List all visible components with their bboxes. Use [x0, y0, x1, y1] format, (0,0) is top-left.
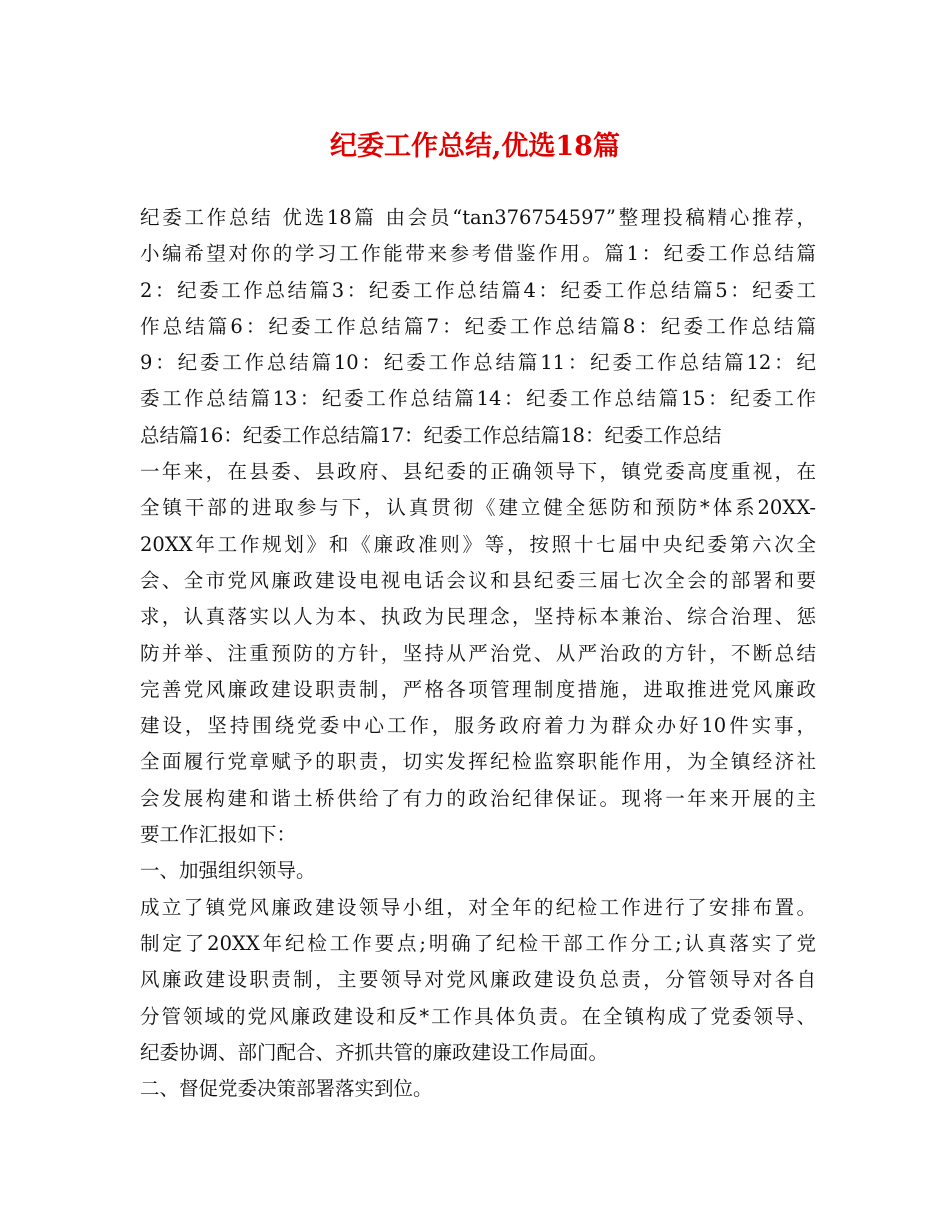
text-line: 委工作总结篇13：纪委工作总结篇14：纪委工作总结篇15：纪委工作	[140, 387, 816, 411]
text-line: 成立了镇党风廉政建设领导小组，对全年的纪检工作进行了安排布置。	[140, 895, 816, 919]
text-line: 会发展构建和谐土桥供给了有力的政治纪律保证。现将一年来开展的主	[140, 786, 816, 810]
text-line: 20XX年工作规划》和《廉政准则》等，按照十七届中央纪委第六次全	[140, 532, 816, 556]
document-body	[140, 200, 816, 1107]
text-line: 建设，坚持围绕党委中心工作，服务政府着力为群众办好10件实事，	[140, 714, 816, 738]
text-line: 风廉政建设职责制，主要领导对党风廉政建设负总责，分管领导对各自	[140, 968, 816, 992]
text-line: 全镇干部的进取参与下，认真贯彻《建立健全惩防和预防*体系20XX-	[140, 496, 816, 520]
text-line: 二、督促党委决策部署落实到位。	[140, 1077, 433, 1101]
text-line: 要工作汇报如下：	[140, 823, 297, 847]
text-line: 9：纪委工作总结篇10：纪委工作总结篇11：纪委工作总结篇12：纪	[140, 351, 816, 375]
text-line: 完善党风廉政建设职责制，严格各项管理制度措施，进取推进党风廉政	[140, 677, 816, 701]
text-line: 总结篇16：纪委工作总结篇17：纪委工作总结篇18：纪委工作总结	[140, 423, 722, 447]
text-line: 纪委协调、部门配合、齐抓共管的廉政建设工作局面。	[140, 1040, 609, 1064]
text-line: 防并举、注重预防的方针，坚持从严治党、从严治政的方针，不断总结	[140, 641, 816, 665]
text-line: 一年来，在县委、县政府、县纪委的正确领导下，镇党委高度重视，在	[140, 460, 816, 484]
text-line: 分管领域的党风廉政建设和反*工作具体负责。在全镇构成了党委领导、	[140, 1004, 816, 1028]
text-line: 求，认真落实以人为本、执政为民理念，坚持标本兼治、综合治理、惩	[140, 605, 816, 629]
document-title: 纪委工作总结,优选18篇	[330, 131, 620, 162]
text-line: 全面履行党章赋予的职责，切实发挥纪检监察职能作用，为全镇经济社	[140, 750, 816, 774]
text-line: 会、全市党风廉政建设电视电话会议和县纪委三届七次全会的部署和要	[140, 568, 816, 592]
text-line: 小编希望对你的学习工作能带来参考借鉴作用。篇1：纪委工作总结篇	[140, 242, 816, 266]
text-line: 2：纪委工作总结篇3：纪委工作总结篇4：纪委工作总结篇5：纪委工	[140, 278, 816, 302]
text-line: 作总结篇6：纪委工作总结篇7：纪委工作总结篇8：纪委工作总结篇	[140, 314, 816, 338]
text-line: 制定了20XX年纪检工作要点;明确了纪检干部工作分工;认真落实了党	[140, 931, 816, 955]
text-line: 纪委工作总结 优选18篇 由会员“tan376754597”整理投稿精心推荐，	[140, 206, 816, 229]
text-line: 一、加强组织领导。	[140, 859, 316, 883]
